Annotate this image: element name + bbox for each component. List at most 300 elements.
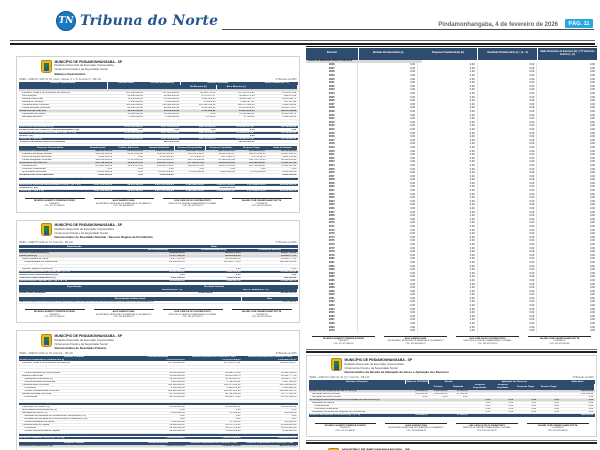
signatory-name: VALMIR JOSÉ GRANDCHAMP MOTTA	[241, 200, 282, 203]
signature-block	[384, 336, 447, 345]
cell-value: 0,00	[590, 199, 595, 203]
cell-value: 0,00	[478, 221, 538, 225]
cell-value: 0,00	[358, 311, 418, 315]
year-cell: 2077	[306, 246, 358, 250]
row-label: Outras Receitas de Capital	[22, 122, 51, 125]
cell-value: 0,00	[478, 275, 538, 279]
row-label: Operações de Crédito	[22, 113, 46, 116]
cell-value: 0,00	[418, 167, 478, 171]
cell-value: 0,00	[174, 128, 180, 131]
cell-value: 0,00	[478, 207, 538, 211]
cell-value: 0,00	[418, 178, 478, 182]
cell-value: 41.483.123,46	[219, 186, 235, 189]
row-label: Investimentos	[22, 165, 37, 167]
page-number-badge: PÁG. 11	[565, 19, 593, 28]
cell-value: 1.500.000,00	[170, 380, 185, 383]
row-label: RECEITAS DE ALIENAÇÃO DE ATIVOS (I)	[309, 389, 357, 392]
cell-value: 1.110.000,00	[433, 392, 448, 395]
signature-block	[94, 309, 154, 318]
year-cell: 2068	[306, 214, 358, 218]
cell-value: 0,00	[590, 149, 595, 153]
municipal-coat-of-arms-icon	[41, 223, 52, 236]
cell-value: 0,00	[590, 127, 595, 131]
signatory-role: DIRETOR DE GESTÃO FINANCEIRA E CONTÁBIL	[168, 313, 217, 316]
cell-value: 0,00	[358, 88, 418, 92]
cell-value: 1.133.540.000,00	[124, 88, 143, 91]
table-header-cell: Prevista	[428, 384, 448, 390]
cell-value: 0,00	[358, 192, 418, 196]
cell-value: 38.000.000,00	[163, 119, 180, 122]
row-label: SUPERÁVIT (IX)	[19, 186, 38, 189]
cell-value: 56.866.508,73	[225, 374, 241, 377]
table-header-cell: No Bimestre (b)	[180, 85, 216, 88]
cell-value: 0,00	[590, 102, 595, 106]
cell-value: 0,00	[358, 250, 418, 254]
cell-value: 59.254.796,86	[280, 110, 297, 113]
table-header-cell: Dotação Atualizada	[144, 146, 174, 149]
cell-value: 12.238.222,20	[281, 427, 297, 430]
cell-value: 31.753.000,00	[169, 393, 185, 396]
year-cell: 2067	[306, 210, 358, 214]
table-row	[19, 445, 298, 448]
cell-value: 0,00	[358, 135, 418, 139]
cell-value: 33.563.530,79	[280, 113, 297, 116]
signatory-name: LUIS CARLOS DE OLIVEIRA PINTO	[174, 311, 211, 314]
year-cell: 2059	[306, 182, 358, 186]
cell-value: 0,00	[478, 149, 538, 153]
cell-value: 0,00	[590, 66, 595, 70]
cell-value: 48.711.204,24	[281, 149, 297, 152]
municipality-name: MUNICÍPIO DE PINDAMONHANGABA - SP	[342, 447, 410, 450]
cell-value: 0,00	[478, 253, 538, 257]
cell-value: 0,00	[249, 122, 255, 125]
cell-value: 0,00	[418, 156, 478, 160]
signature-block	[312, 336, 375, 345]
cell-value: 1.151.011.368,85	[222, 359, 241, 362]
cell-value: 0,00	[418, 85, 478, 89]
cell-value: 370.525.371,82	[223, 362, 241, 365]
cell-value: 25.898.771,83	[225, 396, 241, 399]
cell-value: 0,00	[554, 399, 559, 401]
cell-value: 0,00	[485, 399, 491, 401]
cell-value: 1.192.308.784,21	[185, 183, 205, 186]
cell-value: 0,00	[478, 63, 538, 67]
report-subtitle2: Orçamentos Fiscal e da Seguridade Social	[344, 366, 398, 371]
table-header-cell: Previsão Atualizada	[130, 356, 186, 359]
cell-value: 0,00	[478, 246, 538, 250]
row-label: DESPESAS CORRENTES (XI)	[19, 445, 53, 447]
cell-value: 2.907.341,21	[170, 276, 185, 279]
cell-value: 4.762,50	[206, 116, 216, 119]
report-title: Demonstrativo do Resultado Primário	[54, 346, 107, 351]
cell-value: 0,00	[168, 180, 174, 183]
cell-value: 18.499.864,66	[169, 280, 185, 282]
cell-value: 0,00	[418, 160, 478, 164]
cell-value: 0,00	[478, 203, 538, 207]
year-cell: 2032	[306, 85, 358, 89]
cell-value: 1.864.783,29	[282, 155, 297, 158]
municipality-name: MUNICÍPIO DE PINDAMONHANGABA - SP	[54, 59, 123, 64]
cell-value: 0,00	[442, 395, 448, 398]
cell-value: 24.628.621,07	[280, 119, 297, 122]
table-header-cell: Despesas Empenhadas Até o Bimestre / 2024	[242, 442, 298, 445]
cell-value: 36.942.176,98	[225, 371, 241, 374]
year-cell: 2054	[306, 164, 358, 168]
row-label: Outras Transferências de Capital	[24, 430, 60, 433]
projecao-atuarial-header	[306, 47, 597, 60]
signatory-name: RICARDO ALBERTO PEREIRA PIORINO	[33, 200, 76, 203]
signatory-name: VALMIR JOSÉ GRANDCHAMP MOTTA	[537, 424, 578, 427]
cell-value: 0,00	[590, 138, 595, 142]
cell-value: 0,00	[358, 74, 418, 78]
signatory-role: DIRETOR DE GESTÃO FINANCEIRA E CONTÁBIL	[462, 427, 511, 430]
cell-value: 0,00	[478, 171, 538, 175]
row-label: Aplicações Financeiras (II)	[24, 377, 53, 380]
cell-value: 0,00	[358, 210, 418, 214]
cell-value: 16.828.222,20	[281, 433, 297, 436]
row-label: DESPESAS DE CAPITAL	[19, 162, 48, 164]
row-label: Convênios	[24, 387, 36, 389]
table-header-cell: Previsão Atualizada (a)	[144, 82, 180, 85]
cell-value: 13.371.378,93	[239, 119, 255, 122]
row-label: RECEITA DE PRIVATIZAÇÕES (IV)	[19, 273, 58, 276]
cell-value: 0,00	[590, 99, 595, 103]
cell-value: 0,00	[478, 174, 538, 178]
cell-value: 1.217.650.000,00	[93, 183, 113, 186]
cell-value: 1.317.551.185,94	[154, 189, 174, 192]
cell-value: 0,00	[478, 189, 538, 193]
cell-value: 0,00	[358, 131, 418, 135]
cell-value: 99.901.185,94	[127, 183, 143, 186]
cell-value: 47.355,00	[456, 389, 468, 392]
cell-value: 0,00	[358, 153, 418, 157]
cell-value: 0,00	[418, 146, 478, 150]
cell-value: 0,00	[418, 243, 478, 247]
cell-value: 0,00	[590, 63, 595, 67]
row-label: RECEITAS PRIMÁRIAS CORRENTES (I)	[19, 359, 65, 362]
cell-value: 34.101.342,20	[281, 365, 297, 368]
year-cell: 2051	[306, 153, 358, 157]
year-cell: 2046	[306, 135, 358, 139]
cell-value: 0,00	[590, 131, 595, 135]
cell-value: 60.591.777,16	[281, 374, 297, 377]
municipal-coat-of-arms-icon	[41, 60, 52, 73]
cell-value: 0,00	[590, 289, 595, 293]
cell-value: 0,00	[590, 95, 595, 99]
row-label: Despesas de Capital	[312, 402, 335, 404]
cell-value: 13.430.000,00	[219, 171, 235, 174]
year-cell: 2039	[306, 110, 358, 114]
row-label: RECEITA PRIMÁRIA TOTAL (X) = (I + IX)	[19, 436, 65, 439]
cell-value: 125.242.401,73	[279, 177, 297, 180]
cell-value: 0,00	[590, 311, 595, 315]
cell-value: 1.360.544,33	[226, 276, 241, 279]
resultado-nominal-table	[19, 285, 298, 295]
cell-value: 34.101.342,20	[281, 371, 297, 374]
cell-value: 11.436.469,21	[225, 405, 241, 408]
cell-value: 0,00	[138, 171, 143, 174]
cell-value: 125.242.401,73	[279, 189, 297, 192]
cell-value: 0,00	[590, 322, 595, 326]
cell-value: 0,00	[358, 322, 418, 326]
row-label: Inversões Financeiras	[314, 408, 338, 411]
year-cell: 2087	[306, 282, 358, 286]
year-cell: 2041	[306, 117, 358, 121]
signature-block	[232, 309, 292, 318]
cell-value: 12.723.000,00	[169, 396, 185, 399]
cell-value: 0,00	[418, 225, 478, 229]
cell-value: 0,00	[358, 196, 418, 200]
cell-value: 0,00	[485, 411, 491, 414]
cell-value: 0,00	[358, 128, 418, 132]
signatory-cpf: CPF: 265.868.868-23	[113, 316, 134, 319]
year-cell: 2069	[306, 218, 358, 222]
cell-value: 94.958.777,54	[281, 255, 297, 258]
cell-value: 0,00	[590, 246, 595, 250]
signatory-cpf: CPF: 265.868.868-23	[113, 205, 134, 208]
cell-value: 93.666.828,18	[225, 258, 241, 261]
cell-value: 0,00	[418, 128, 478, 132]
cell-value: 0,00	[358, 329, 418, 333]
cell-value: 0,00	[358, 207, 418, 211]
cell-value: 84.110.000,00	[163, 110, 180, 113]
signatory-cpf: CPF: 072.975.868-35	[44, 205, 65, 208]
cell-value: 0,00	[358, 221, 418, 225]
report-subtitle: Relatório Resumido da Execução Orçamentária	[344, 362, 404, 367]
cell-value: 29.900.000,00	[127, 107, 143, 109]
cell-value: 115.875.278,95	[218, 165, 235, 167]
cell-value: 0,00	[418, 81, 478, 85]
cell-value: 0,00	[358, 253, 418, 257]
table-header-cell: Saldo em 31/12/2024	[406, 380, 428, 383]
cell-value: 24.855.203,14	[225, 402, 241, 405]
cell-value: 49.560.000,00	[169, 377, 185, 380]
year-cell: 2026	[306, 63, 358, 67]
row-label: SUBTOTAL COM REFINANCIAMENTO (III) = (I + II)	[19, 131, 76, 134]
cell-value: 0,00	[180, 408, 185, 411]
cell-value: 51.060.000,00	[163, 97, 180, 100]
cell-value: 0,00	[590, 296, 595, 300]
cell-value: 0,00	[478, 178, 538, 182]
cell-value: 0,00	[418, 275, 478, 279]
row-label: Transferências Correntes	[22, 384, 49, 386]
cell-value: 5.354.620,93	[201, 107, 216, 109]
cell-value: 0,00	[478, 99, 538, 103]
cell-value: 1.110.000,00	[170, 411, 185, 414]
cell-value: 0,00	[478, 200, 538, 204]
cell-value: 0,00	[485, 405, 491, 408]
cell-value: 0,00	[358, 77, 418, 81]
cell-value: 5.040.000,00	[98, 155, 113, 158]
cell-value: 0,00	[291, 267, 297, 270]
right-column	[306, 46, 597, 450]
cell-value: -462.176,98	[283, 94, 297, 97]
table-header-cell: Receitas Realizadas Até o Bimestre / 2025	[186, 356, 242, 359]
cell-value: 0,00	[235, 415, 241, 417]
cell-value: 133.000,00	[284, 421, 297, 424]
cell-value: 0,00	[358, 271, 418, 275]
cell-value: 0,00	[478, 286, 538, 290]
cell-value: 0,00	[478, 120, 538, 124]
cell-value: 0,00	[291, 128, 297, 131]
cell-value: 1.317.551.185,94	[154, 183, 174, 186]
cell-value: 0,00	[358, 113, 418, 117]
cell-value: 1.762.243,01	[226, 380, 241, 383]
cell-value: 0,00	[590, 210, 595, 214]
projecao-atuarial-body	[306, 63, 597, 333]
year-cell: 2084	[306, 271, 358, 275]
signatures	[19, 195, 298, 210]
cell-value: 0,00	[478, 113, 538, 117]
row-label: Transferências de Capital	[22, 424, 50, 427]
cell-value: 0,00	[358, 239, 418, 243]
cell-value: 0,00	[358, 246, 418, 250]
cell-value: 0,00	[478, 282, 538, 286]
cell-value: 0,00	[418, 307, 478, 311]
signatory-cpf: CPF: 016.529.568-80	[547, 429, 568, 432]
cell-value: 36.480.000,00	[163, 94, 180, 97]
year-cell: 2089	[306, 289, 358, 293]
year-cell: 2034	[306, 92, 358, 96]
report-subtitle2: Orçamentos Fiscal e da Seguridade Social	[54, 231, 108, 236]
signature-block	[385, 423, 447, 432]
cell-value: 0,00	[249, 135, 255, 137]
left-column	[16, 56, 300, 450]
cell-value: 0,00	[588, 408, 594, 411]
cell-value: 0,00	[590, 260, 595, 264]
signatory-role: SECRETÁRIO MUNICIPAL DE FINANÇAS E ORÇAMENTO	[387, 340, 444, 343]
signatory-cpf: CPF: 185.933.738-70	[182, 316, 203, 319]
cell-value: 0,00	[358, 167, 418, 171]
cell-value: 0,00	[358, 85, 418, 89]
signatory-name: RICARDO ALBERTO PEREIRA PIORINO	[33, 311, 76, 314]
cell-value: 2.000.000,00	[282, 171, 297, 174]
year-cell: 2050	[306, 149, 358, 153]
cell-value: 0,00	[418, 210, 478, 214]
cell-value: 0,00	[418, 221, 478, 225]
table-row	[19, 301, 298, 304]
cell-value: 0,00	[478, 210, 538, 214]
cell-value: 0,00	[418, 70, 478, 74]
row-label: Amortização da Dívida	[22, 171, 47, 174]
cell-value: 473.824.416,68	[218, 158, 235, 161]
cell-value: 0,00	[590, 189, 595, 193]
cell-value: 0,00	[588, 395, 594, 398]
row-label: Receitas de Alienação de Investimentos Temporários (VII)	[24, 415, 86, 417]
cell-value: 0,00	[478, 81, 538, 85]
table-header-cell: Em 31/Dez/2024 (a)	[130, 249, 186, 252]
row-label: Outras Transferências Correntes	[24, 390, 60, 393]
row-label: DESPESAS CORRENTES	[19, 149, 49, 152]
cell-value: 3.540.000,00	[165, 100, 180, 103]
cell-value: 1.063.578.615,44	[154, 149, 174, 152]
table-header-cell: Resultado Nominal	[130, 285, 297, 288]
cell-value: 5.700.546,42	[201, 119, 216, 122]
cell-value: 645.380.000,00	[126, 104, 143, 106]
despesas-primarias-table	[19, 442, 298, 448]
cell-value: 0,00	[107, 168, 113, 171]
cell-value: 36.942.176,98	[225, 365, 241, 368]
cell-value: 13.096.751,17	[280, 107, 297, 109]
cell-value: 0,00	[358, 225, 418, 229]
cell-value: 0,00	[138, 122, 143, 125]
cell-value: 0,00	[358, 282, 418, 286]
cell-value: 0,00	[235, 368, 241, 371]
cell-value: 3.175.216,71	[220, 155, 235, 158]
cell-value: 0,00	[478, 167, 538, 171]
cell-value: 0,00	[590, 156, 595, 160]
cell-value: 0,00	[358, 174, 418, 178]
cell-value: 0,00	[531, 405, 537, 408]
cell-value: 0,00	[485, 408, 491, 411]
table-row	[19, 190, 298, 193]
cell-value: 0,00	[590, 106, 595, 110]
cell-value: 0,00	[230, 180, 235, 183]
row-label: DÍVIDA FISCAL LÍQUIDA (VI) = (III + IV – V)	[19, 280, 68, 282]
cell-value: 0,00	[418, 106, 478, 110]
atuarial-year-row	[306, 329, 597, 333]
cell-value: 0,00	[478, 92, 538, 96]
cell-value: 951.380.224,17	[248, 149, 266, 152]
year-cell: 2044	[306, 128, 358, 132]
cell-value: 15.974.384,63	[281, 396, 297, 399]
signatory-name: RICARDO ALBERTO PEREIRA PIORINO	[322, 337, 365, 340]
table-header-cell: Despesas Empenhadas	[468, 384, 491, 390]
cell-value: 0,00	[358, 81, 418, 85]
cell-value: 10.571.378,93	[225, 427, 241, 430]
cell-value: 1.110.000,00	[433, 389, 448, 392]
cell-value: 1.109.278.482,06	[221, 436, 241, 439]
cell-value: 11.486.219,47	[169, 264, 185, 267]
year-cell: 2065	[306, 203, 358, 207]
year-cell: 2048	[306, 142, 358, 146]
signatory-cpf: CPF: 016.529.568-80	[251, 205, 272, 208]
signatory-name: LUIS CARLOS DE OLIVEIRA PINTO	[469, 337, 506, 340]
cell-value: 38.000.000,00	[127, 119, 143, 122]
cell-value: 193.051.157,64	[198, 88, 216, 91]
year-cell: 2038	[306, 106, 358, 110]
report-period: 6º Bimestre de 2025	[275, 242, 297, 245]
cell-value: 8.153.753,48	[282, 264, 297, 267]
signatory-role: PREFEITO	[49, 202, 60, 205]
row-label: APLICAÇÃO DOS RECURSOS DA ALIENAÇÃO DE ATIVOS (II)	[309, 399, 380, 401]
row-label: Receitas de Contribuições	[22, 365, 50, 368]
cell-value: 1.217.650.000,00	[124, 131, 143, 134]
signatory-name: ALEX SANDRO DIAS	[404, 337, 427, 340]
cell-value: 862.185,00	[581, 414, 594, 417]
year-cell: 2047	[306, 138, 358, 142]
year-cell: 2080	[306, 257, 358, 261]
cell-value: 0,00	[418, 103, 478, 107]
cell-value: 0,00	[358, 203, 418, 207]
cell-value: 0,00	[418, 218, 478, 222]
year-cell: 2064	[306, 200, 358, 204]
cell-value: 84.957.765,08	[281, 252, 297, 255]
cell-value: 5.040.000,00	[159, 155, 174, 158]
cell-value: 15.430.000,00	[158, 171, 174, 174]
signatory-role: DIRETOR DE GESTÃO FINANCEIRA E CONTÁBIL	[168, 202, 217, 205]
cell-value: 1.217.650.000,00	[93, 189, 113, 192]
cell-value: 0,00	[590, 264, 595, 268]
municipal-report-header	[309, 357, 595, 376]
row-label: Despesas Correntes dos Regimes de Previdência	[312, 411, 365, 414]
cell-value: 0,00	[358, 297, 418, 301]
cell-value: 0,00	[478, 271, 538, 275]
cell-value: 47.355,00	[456, 392, 468, 395]
report-title: Demonstrativo da Receita de Alienação de Ativos e Aplicação dos Recursos	[344, 370, 449, 375]
row-label: DÍVIDA CONSOLIDADA (I)	[19, 252, 49, 255]
cell-value: 0,00	[418, 74, 478, 78]
